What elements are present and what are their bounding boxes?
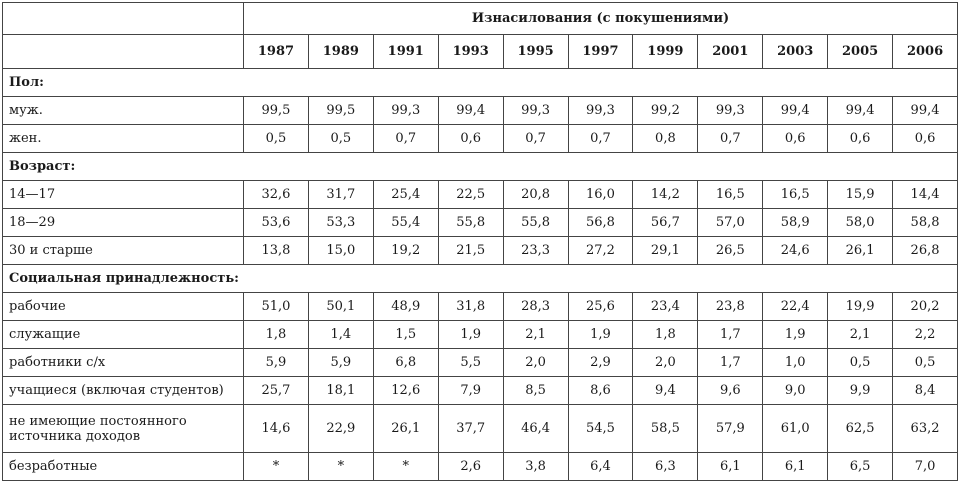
value-cell: 27,2: [568, 237, 633, 265]
value-cell: 99,5: [244, 97, 309, 125]
value-cell: 9,6: [698, 377, 763, 405]
value-cell: 9,4: [633, 377, 698, 405]
value-cell: 1,7: [698, 349, 763, 377]
row-label: муж.: [3, 97, 244, 125]
section-header-row: [3, 265, 958, 293]
value-cell: 99,2: [633, 97, 698, 125]
value-cell: *: [308, 453, 373, 481]
value-cell: 58,9: [763, 209, 828, 237]
value-cell: 63,2: [893, 405, 958, 453]
value-cell: 48,9: [373, 293, 438, 321]
value-cell: 57,0: [698, 209, 763, 237]
value-cell: 23,3: [503, 237, 568, 265]
table-row: [3, 377, 958, 405]
title-row: [3, 3, 958, 35]
value-cell: 2,9: [568, 349, 633, 377]
value-cell: 31,7: [308, 181, 373, 209]
row-label: учащиеся (включая студентов): [3, 377, 244, 405]
value-cell: 6,8: [373, 349, 438, 377]
value-cell: 5,9: [244, 349, 309, 377]
table-row: [3, 97, 958, 125]
value-cell: 0,6: [828, 125, 893, 153]
value-cell: 1,9: [438, 321, 503, 349]
value-cell: 6,5: [828, 453, 893, 481]
value-cell: 31,8: [438, 293, 503, 321]
row-label: 18—29: [3, 209, 244, 237]
value-cell: 99,3: [698, 97, 763, 125]
value-cell: 6,1: [698, 453, 763, 481]
value-cell: 56,8: [568, 209, 633, 237]
year-header: 1997: [568, 35, 633, 69]
value-cell: 2,1: [503, 321, 568, 349]
value-cell: 99,4: [763, 97, 828, 125]
table-row: [3, 293, 958, 321]
value-cell: 54,5: [568, 405, 633, 453]
value-cell: 6,4: [568, 453, 633, 481]
value-cell: 8,4: [893, 377, 958, 405]
table-row: [3, 237, 958, 265]
value-cell: 6,1: [763, 453, 828, 481]
value-cell: 26,5: [698, 237, 763, 265]
value-cell: 53,6: [244, 209, 309, 237]
value-cell: 0,7: [373, 125, 438, 153]
value-cell: 53,3: [308, 209, 373, 237]
value-cell: 7,0: [893, 453, 958, 481]
table-title: Изнасилования (с покушениями): [244, 3, 958, 35]
year-header: 1999: [633, 35, 698, 69]
table-row: [3, 349, 958, 377]
value-cell: 14,2: [633, 181, 698, 209]
row-label: безработные: [3, 453, 244, 481]
value-cell: 58,5: [633, 405, 698, 453]
value-cell: 0,7: [568, 125, 633, 153]
year-header: 1987: [244, 35, 309, 69]
value-cell: 1,0: [763, 349, 828, 377]
value-cell: 26,8: [893, 237, 958, 265]
section-header-row: [3, 69, 958, 97]
value-cell: 26,1: [373, 405, 438, 453]
value-cell: 16,5: [763, 181, 828, 209]
row-label: рабочие: [3, 293, 244, 321]
value-cell: 0,5: [244, 125, 309, 153]
value-cell: 46,4: [503, 405, 568, 453]
value-cell: 99,3: [503, 97, 568, 125]
section-title: Пол:: [3, 69, 958, 97]
value-cell: 25,6: [568, 293, 633, 321]
value-cell: 5,9: [308, 349, 373, 377]
value-cell: 20,2: [893, 293, 958, 321]
table-row: [3, 405, 958, 453]
value-cell: 2,0: [633, 349, 698, 377]
value-cell: 3,8: [503, 453, 568, 481]
table-body: [3, 69, 958, 481]
value-cell: 23,8: [698, 293, 763, 321]
value-cell: 32,6: [244, 181, 309, 209]
year-header: 1993: [438, 35, 503, 69]
row-label: работники с/х: [3, 349, 244, 377]
value-cell: 19,9: [828, 293, 893, 321]
value-cell: 0,5: [893, 349, 958, 377]
value-cell: 0,8: [633, 125, 698, 153]
value-cell: 5,5: [438, 349, 503, 377]
value-cell: 29,1: [633, 237, 698, 265]
value-cell: 24,6: [763, 237, 828, 265]
value-cell: 13,8: [244, 237, 309, 265]
value-cell: 1,8: [244, 321, 309, 349]
value-cell: 9,0: [763, 377, 828, 405]
year-header: 2001: [698, 35, 763, 69]
corner-cell: [3, 3, 244, 35]
value-cell: 58,0: [828, 209, 893, 237]
value-cell: 55,8: [438, 209, 503, 237]
value-cell: 0,7: [503, 125, 568, 153]
section-header-row: [3, 153, 958, 181]
value-cell: 1,8: [633, 321, 698, 349]
value-cell: 57,9: [698, 405, 763, 453]
value-cell: 12,6: [373, 377, 438, 405]
value-cell: 19,2: [373, 237, 438, 265]
row-label: 14—17: [3, 181, 244, 209]
value-cell: 58,8: [893, 209, 958, 237]
value-cell: 7,9: [438, 377, 503, 405]
value-cell: 99,3: [568, 97, 633, 125]
table-row: [3, 453, 958, 481]
value-cell: 99,5: [308, 97, 373, 125]
value-cell: 51,0: [244, 293, 309, 321]
value-cell: 25,7: [244, 377, 309, 405]
value-cell: 28,3: [503, 293, 568, 321]
table-row: [3, 181, 958, 209]
value-cell: 37,7: [438, 405, 503, 453]
year-header: 2006: [893, 35, 958, 69]
value-cell: 0,7: [698, 125, 763, 153]
value-cell: 16,0: [568, 181, 633, 209]
value-cell: 55,8: [503, 209, 568, 237]
value-cell: 1,9: [568, 321, 633, 349]
value-cell: 99,4: [828, 97, 893, 125]
year-header: 2005: [828, 35, 893, 69]
value-cell: 50,1: [308, 293, 373, 321]
value-cell: 14,4: [893, 181, 958, 209]
value-cell: *: [244, 453, 309, 481]
value-cell: 2,6: [438, 453, 503, 481]
year-header: 1989: [308, 35, 373, 69]
value-cell: 8,6: [568, 377, 633, 405]
value-cell: *: [373, 453, 438, 481]
value-cell: 21,5: [438, 237, 503, 265]
value-cell: 23,4: [633, 293, 698, 321]
value-cell: 1,9: [763, 321, 828, 349]
year-header: 1991: [373, 35, 438, 69]
table-row: [3, 125, 958, 153]
row-label: не имеющие постоянного источника доходов: [3, 405, 244, 453]
year-header: 2003: [763, 35, 828, 69]
row-label: служащие: [3, 321, 244, 349]
value-cell: 14,6: [244, 405, 309, 453]
table-row: [3, 209, 958, 237]
value-cell: 25,4: [373, 181, 438, 209]
section-title: Социальная принадлежность:: [3, 265, 958, 293]
value-cell: 15,9: [828, 181, 893, 209]
value-cell: 2,1: [828, 321, 893, 349]
value-cell: 20,8: [503, 181, 568, 209]
value-cell: 9,9: [828, 377, 893, 405]
value-cell: 99,3: [373, 97, 438, 125]
value-cell: 0,5: [828, 349, 893, 377]
value-cell: 0,6: [763, 125, 828, 153]
value-cell: 0,6: [893, 125, 958, 153]
value-cell: 16,5: [698, 181, 763, 209]
row-label: жен.: [3, 125, 244, 153]
value-cell: 0,5: [308, 125, 373, 153]
value-cell: 2,0: [503, 349, 568, 377]
value-cell: 1,7: [698, 321, 763, 349]
year-header-label-cell: [3, 35, 244, 69]
value-cell: 26,1: [828, 237, 893, 265]
value-cell: 2,2: [893, 321, 958, 349]
value-cell: 99,4: [893, 97, 958, 125]
value-cell: 56,7: [633, 209, 698, 237]
year-header-row: [3, 35, 958, 69]
value-cell: 99,4: [438, 97, 503, 125]
value-cell: 22,5: [438, 181, 503, 209]
table-row: [3, 321, 958, 349]
value-cell: 1,4: [308, 321, 373, 349]
value-cell: 22,9: [308, 405, 373, 453]
section-title: Возраст:: [3, 153, 958, 181]
value-cell: 61,0: [763, 405, 828, 453]
value-cell: 8,5: [503, 377, 568, 405]
year-header: 1995: [503, 35, 568, 69]
row-label: 30 и старше: [3, 237, 244, 265]
value-cell: 22,4: [763, 293, 828, 321]
statistics-table: [2, 2, 958, 481]
value-cell: 55,4: [373, 209, 438, 237]
value-cell: 1,5: [373, 321, 438, 349]
value-cell: 0,6: [438, 125, 503, 153]
value-cell: 62,5: [828, 405, 893, 453]
value-cell: 18,1: [308, 377, 373, 405]
value-cell: 15,0: [308, 237, 373, 265]
value-cell: 6,3: [633, 453, 698, 481]
